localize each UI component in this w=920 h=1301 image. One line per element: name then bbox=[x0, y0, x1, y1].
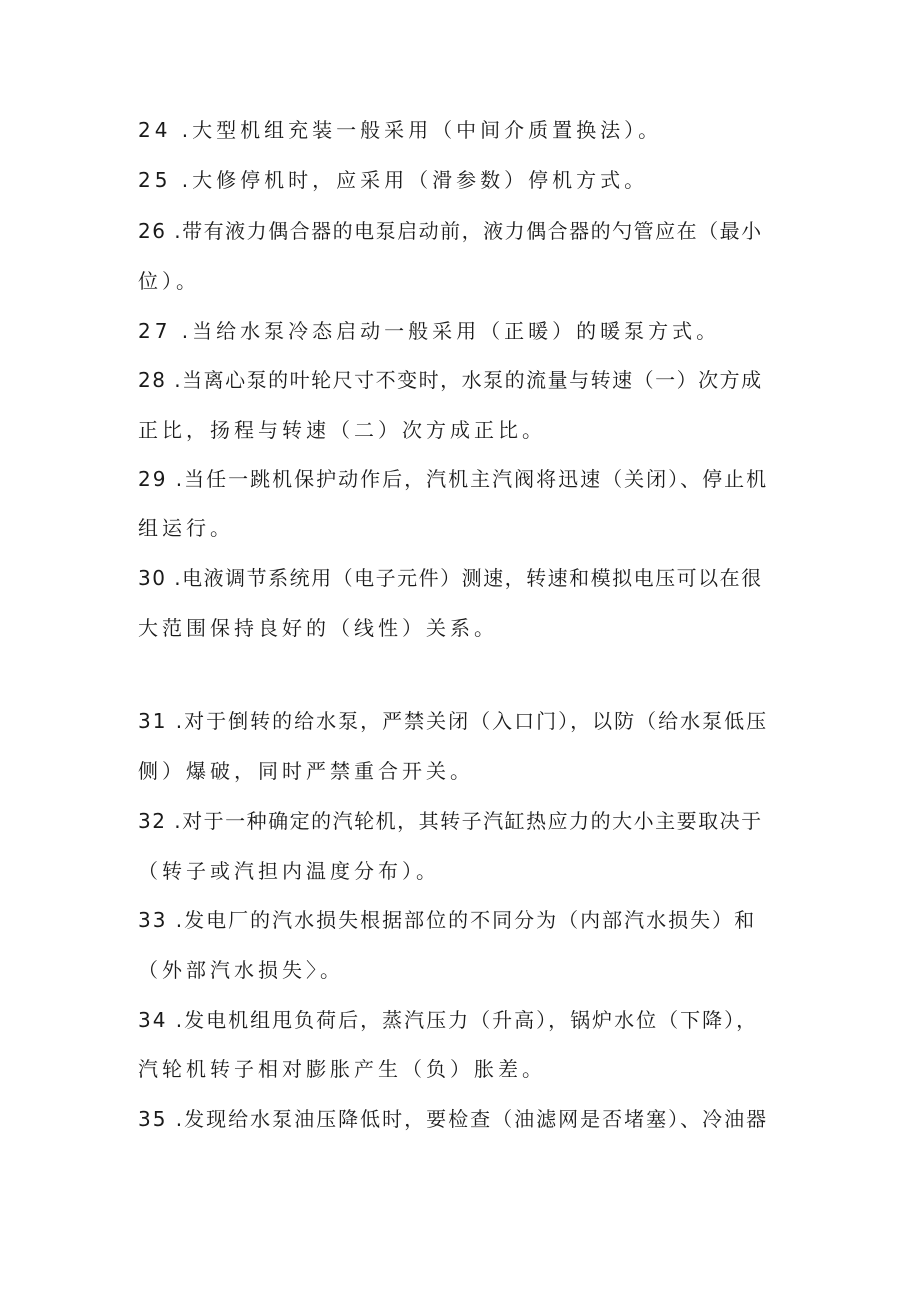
text-line: 34 .发电机组甩负荷后，蒸汽压力（升高），锅炉水位（下降）， bbox=[138, 1008, 759, 1032]
text-line: 29 .当任一跳机保护动作后，汽机主汽阀将迅速（关闭）、停止机 bbox=[138, 467, 769, 491]
text-line: 30 .电液调节系统用（电子元件）测速，转速和模拟电压可以在很 bbox=[138, 566, 763, 590]
text-line: 正比，扬程与转速（二）次方成正比。 bbox=[138, 418, 546, 442]
text-line: 32 .对于一种确定的汽轮机，其转子汽缸热应力的大小主要取决于 bbox=[138, 809, 763, 833]
text-line: 28 .当离心泵的叶轮尺寸不变时，水泵的流量与转速（一）次方成 bbox=[138, 368, 763, 392]
text-line: 侧）爆破，同时严禁重合开关。 bbox=[138, 759, 474, 783]
text-line: 大范围保持良好的（线性）关系。 bbox=[138, 616, 498, 640]
text-line: （外部汽水损失〉。 bbox=[138, 958, 344, 982]
text-line: （转子或汽担内温度分布）。 bbox=[138, 859, 440, 883]
text-line: 35 .发现给水泵油压降低时，要检查（油滤网是否堵塞）、冷油器 bbox=[138, 1107, 769, 1131]
text-line: 33 .发电厂的汽水损失根据部位的不同分为（内部汽水损失）和 bbox=[138, 908, 757, 932]
text-line: 位）。 bbox=[138, 269, 200, 293]
text-line: 汽轮机转子相对膨胀产生（负）胀差。 bbox=[138, 1057, 546, 1081]
text-line: 27 .当给水泵冷态启动一般采用（正暖）的暖泵方式。 bbox=[138, 319, 721, 343]
text-line: 组运行。 bbox=[138, 516, 234, 540]
text-line: 31 .对于倒转的给水泵，严禁关闭（入口门），以防（给水泵低压 bbox=[138, 709, 769, 733]
text-line: 24 .大型机组充装一般采用（中间介质置换法）。 bbox=[138, 118, 663, 142]
text-line: 26 .带有液力偶合器的电泵启动前，液力偶合器的勺管应在（最小 bbox=[138, 219, 763, 243]
text-line: 25 .大修停机时，应采用（滑参数）停机方式。 bbox=[138, 168, 649, 192]
